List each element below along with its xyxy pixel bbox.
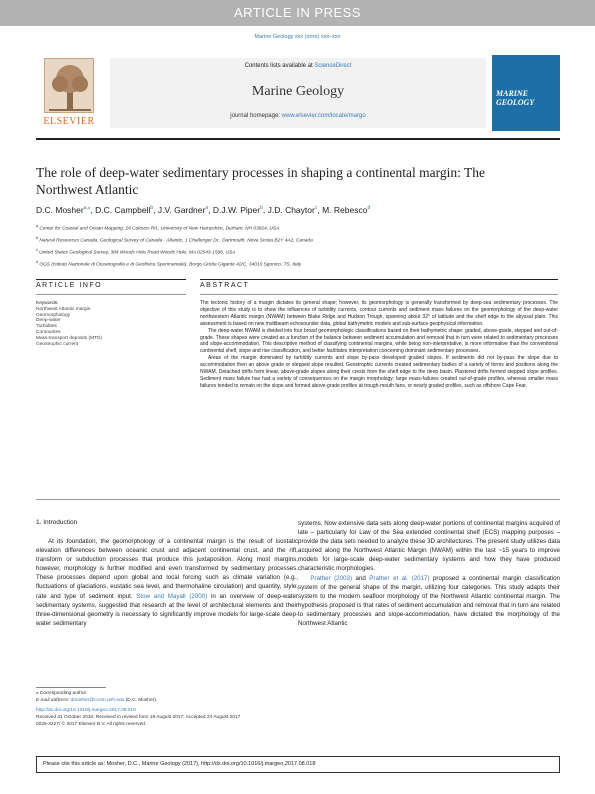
journal-header [36, 55, 560, 133]
author-separator: , [90, 205, 96, 215]
journal-cover-image[interactable] [492, 55, 560, 131]
email-label: E-mail address: [36, 698, 70, 703]
elsevier-logo[interactable] [36, 58, 102, 128]
homepage-line [110, 113, 486, 119]
keywords-heading: Keywords: [36, 301, 59, 306]
affiliation-marker: c [36, 247, 40, 253]
keyword: Mass-transport deposits (MTD) [36, 335, 103, 341]
affiliation-marker: a [36, 223, 40, 228]
homepage-link[interactable]: www.elsevier.com/locate/margo [281, 113, 366, 119]
keyword: Turbidites [36, 324, 57, 330]
journal-reference[interactable]: Marine Geology xxx (xxxx) xxx–xxx [254, 34, 341, 40]
corresponding-author-note: ⁎ Corresponding author. [36, 691, 88, 696]
affiliation-text: Center for Coastal and Ocean Mapping, 24 Colovos Rd., University of New Hampshire, Durham, NH 03824, USA [39, 226, 280, 232]
journal-info-box [110, 58, 486, 128]
abstract-heading: ABSTRACT [200, 282, 250, 289]
doi-line [36, 707, 556, 714]
elsevier-tree-icon [44, 58, 94, 113]
intro-heading: 1. Introduction [36, 519, 78, 526]
body-text: and [352, 574, 370, 582]
author-separator: , [317, 205, 323, 215]
affiliation-text: United States Geological Survey, 384 Woods Hole Road Woods Hole, MA 02543-1598, USA [39, 250, 236, 256]
author-separator: , [208, 205, 213, 215]
copyright-line: 0025-3227/ © 2017 Elsevier B.V. All rights reserved. [36, 722, 147, 727]
keyword: Geostrophic current [36, 341, 79, 347]
author-separator: , [153, 205, 158, 215]
citation-link[interactable]: Prather (2003) [298, 574, 353, 582]
journal-title: Marine Geology [251, 84, 345, 99]
doi-link[interactable]: http://dx.doi.org/10.1016/j.margeo.2017.08.018 [36, 708, 136, 713]
citation-link[interactable]: Stow and Mayall (2000) [136, 592, 208, 600]
affiliation [36, 246, 556, 258]
intro-left-paragraph [36, 537, 298, 628]
email-link[interactable]: dmosher@ccom.unh.edu [70, 698, 125, 703]
author-affil-marker[interactable]: a [205, 205, 209, 212]
keyword: Contourites [36, 329, 61, 335]
abstract-subrule [200, 294, 558, 295]
author-separator: , [262, 205, 268, 215]
article-info-heading: ARTICLE INFO [36, 282, 103, 289]
abstract-rule [200, 279, 558, 280]
article-title: The role of deep-water sedimentary processes in shaping a continental margin: The Northwest Atlantic [36, 165, 485, 197]
sciencedirect-link[interactable]: ScienceDirect [314, 63, 352, 69]
affiliation-marker: d [36, 259, 40, 265]
author-name[interactable]: D.C. Mosher [36, 205, 84, 215]
homepage-prefix: journal homepage: [230, 113, 280, 119]
affiliation-text: OGS (Istituto Nazionale di Oceanografia e di Geofisica Sperimentale), Borgo Grotta Gigante 42/C, 34010 Sgonico, TS, Italy [39, 262, 302, 268]
contents-prefix: Contents lists available at [244, 63, 313, 69]
keywords [36, 301, 176, 347]
header-divider [36, 138, 560, 140]
contents-line [110, 63, 486, 69]
footnotes [36, 690, 556, 728]
author-name[interactable]: M. Rebesco [322, 205, 368, 215]
email-line [36, 697, 556, 704]
affiliation [36, 258, 556, 270]
email-suffix: (D.C. Mosher). [125, 698, 158, 703]
body-text: At its foundation, the geomorphology of a continental margin is the result of isostatic elevation differences between oceanic crust and adjacent continental crust, and the rift, transform or subduction processes that produce this juxtaposition. Along most margins, however, morphology is further modified and even transformed by sedimentary processes. These processes depend upon global and local forcing such as climate variation (e.g., fluctuations of glaciations, eustatic sea level, and thermohaline circulation) and quantity, style, rate and type of sediment input. [36, 538, 298, 600]
author-name[interactable]: J.D. Chaytor [267, 205, 315, 215]
cover-title: MARINE GEOLOGY [496, 89, 535, 107]
intro-right-paragraph [298, 519, 560, 628]
citation-box: Please cite this article as: Mosher, D.C., Marine Geology (2017), http://dx.doi.org/10.1016/j.margeo.2017.08.018 [36, 756, 560, 773]
abstract-end-rule [36, 499, 560, 500]
author-name[interactable]: D.C. Campbell [95, 205, 151, 215]
keyword: Geomorphology [36, 312, 71, 318]
body-text: in an overview of deep-water sedimentary systems, suggested that research at the level of architectural elements and their three-dimensional geometry is necessary to significantly improve models for large-scale deep-water sedimentary [36, 592, 298, 627]
affiliation [36, 222, 556, 234]
author-affil-marker[interactable]: a,⁎ [83, 205, 91, 212]
article-in-press-banner: ARTICLE IN PRESS [0, 0, 595, 26]
affiliation-text: Natural Resources Canada, Geological Survey of Canada - Atlantic, 1 Challenger Dr., Dartmouth, Nova Scotia B2Y 4A2, Canada [39, 238, 313, 244]
footnote-rule [36, 687, 106, 688]
abstract-paragraph: The tectonic history of a margin dictates its general shape; however, its geomorphology is generally transformed by deep-sea sedimentary processes. The objective of this study is to show the influences of turbidity currents, contour currents and sediment mass failures on the geomorphology of the deep-water northwestern Atlantic margin (NWAM) between Blake Ridge and Hudson Trough, spanning about 32° of latitude and the shelf edge to the abyssal plain. This assessment is based on new multibeam echosounder data, global bathymetric models and sub-surface geophysical information. [200, 300, 558, 327]
publisher-name: ELSEVIER [43, 116, 95, 127]
abstract-paragraph: Areas of the margin dominated by turbidity currents and slope by-pass developed graded slopes. If sediments did not by-pass the slope due to accommodation then an above grade or stepped slope resulted. Geostrophic currents created sedimentary bodies of a variety of forms and positions along the NWAM. Detached drifts form linear, above-grade slopes along their crests from the shelf edge to the deep basin. Plastered drifts formed stepped slope profiles. Sediment mass failure has had a variety of consequences on the margin morphology; large mass-failures created out-of-grade profiles, whereas smaller mass failures tended to remain on the slope and formed above-grade profiles at trough-mouth fans, or nearly graded profiles, such as offshore Cape Fear. [200, 355, 558, 389]
affiliation [36, 234, 556, 246]
body-text: proposed a continental margin classification system of the general shape of the margin, utilizing four categories. This study adapts their system to the modern seafloor morphology of the Northwest Atlantic continental margin. The hypothesis proposed is that rates of sediment accumulation and removal that in turn are related to sedimentary processes and slope-accommodation, have dictated the morphology of the Northwest Atlantic [298, 574, 560, 628]
author-name[interactable]: D.J.W. Piper [212, 205, 261, 215]
author-affil-marker[interactable]: c [314, 205, 318, 212]
citation-link[interactable]: Prather et al. (2017) [369, 574, 430, 582]
author-affil-marker[interactable]: b [150, 205, 154, 212]
intro-left-column [36, 537, 298, 628]
affiliation-list [36, 222, 556, 270]
intro-right-column [298, 519, 560, 628]
body-text: systems. Now extensive data sets along deep-water portions of continental margins acquired of late – particularly for Law of the Sea extended continental shelf (ECS) mapping purposes – provide the data sets needed to analyze these 3D architectures. The present study utilizes data acquired along the Northwest Atlantic Margin (NWAM) within the last ~15 years to improve models for large-scale deep-water sedimentary systems and how they have produced characteristic morphologies. [298, 520, 560, 573]
author-name[interactable]: J.V. Gardner [157, 205, 206, 215]
abstract-paragraph: The deep-water NWAM is divided into four broad geomorphologic classifications based on their bathymetric shape: graded, above-grade, stepped and out-of-grade. These shapes were created as a function of the balance between sediment accumulation and removal that in turn were related to sedimentary processes and slope-accommodation. This descriptive method of classifying continental margins, while being non-interpretative, is more informative than the conventional continental shelf, slope and rise classification, and better facilitates interpretation concerning dominant sedimentary processes. [200, 327, 558, 355]
article-info-rule [36, 279, 186, 280]
received-dates: Received 31 October 2016; Received in revised form 19 August 2017; Accepted 24 August 2017 [36, 715, 241, 720]
keyword: Northwest Atlantic margin [36, 306, 91, 312]
article-info-subrule [36, 294, 186, 295]
author-affil-marker[interactable]: b [260, 205, 263, 212]
affiliation-marker: b [36, 235, 40, 241]
keyword: Deep-water [36, 318, 61, 324]
author-affil-marker[interactable]: d [367, 205, 371, 212]
abstract-body [200, 300, 558, 390]
author-list [36, 205, 556, 215]
